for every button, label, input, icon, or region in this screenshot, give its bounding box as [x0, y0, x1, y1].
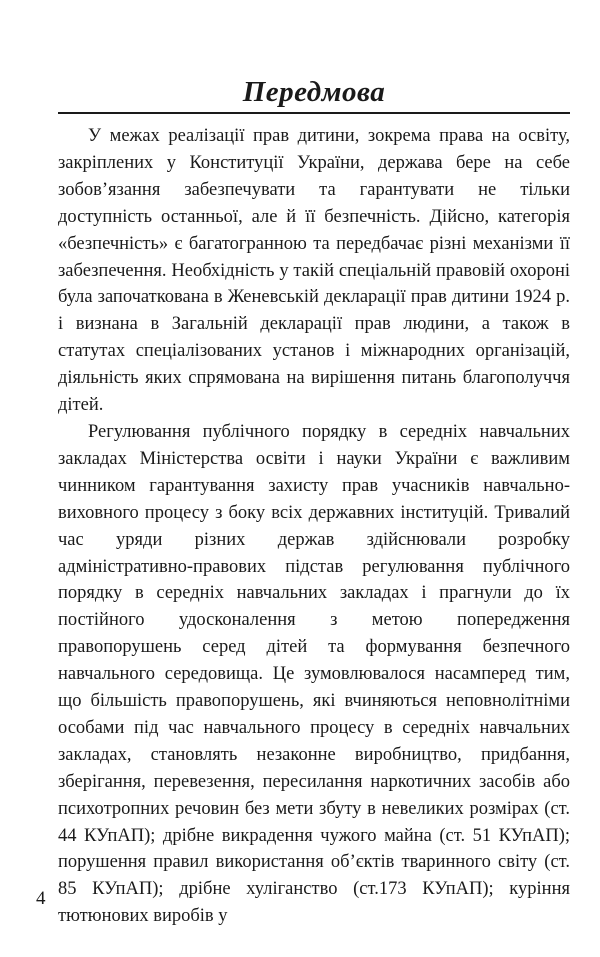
paragraph-1: У межах реалізації прав дитини, зокрема права на освіту, закріплених у Конституції України, держава бере на себе зобов’язання забезпечувати та гарантувати не тільки доступність останньої, але й її безпечність. Дійсно, категорія «безпечність» є багатогранною та передбачає різні механізми її забезпечення. Необхідність у такій спеціальній правовій охороні була започаткована в Женевській декларації прав дитини 1924 р. і визнана в Загальній декларації прав людини, а також в статутах спеціалізованих установ і міжнародних організацій, діяльність яких спрямована на вирішення питань благополуччя дітей.: [58, 126, 570, 416]
body-text: [58, 123, 570, 930]
page-number: 4: [36, 888, 46, 909]
heading-block: [58, 72, 570, 114]
paragraph-2: Регулювання публічного порядку в середніх навчальних закладах Міністерства освіти і науки України є важливим чинником гарантування захисту прав учасників навчально-виховного процесу з боку всіх державних інституцій. Тривалий час уряди різних держав здійснювали розробку адміністративно-правових підстав регулювання публічного порядку в середніх навчальних закладах і прагнули до їх постійного удосконалення з метою попередження правопорушень серед дітей та формування безпечного навчального середовища. Це зумовлювалося насамперед тим, що більшість правопорушень, які вчиняються неповнолітніми особами під час навчального процесу в середніх навчальних закладах, становлять незаконне виробництво, придбання, зберігання, перевезення, пересилання наркотичних засобів або психотропних речовин без мети збуту в невеликих розмірах (ст. 44 КУпАП); дрібне викрадення чужого майна (ст. 51 КУпАП); порушення правил використання об’єктів тваринного світу (ст. 85 КУпАП); дрібне хуліганство (ст.173 КУпАП); куріння тютюнових виробів у: [58, 421, 570, 927]
heading-underline: [58, 112, 570, 114]
section-heading: Передмова: [242, 76, 386, 108]
